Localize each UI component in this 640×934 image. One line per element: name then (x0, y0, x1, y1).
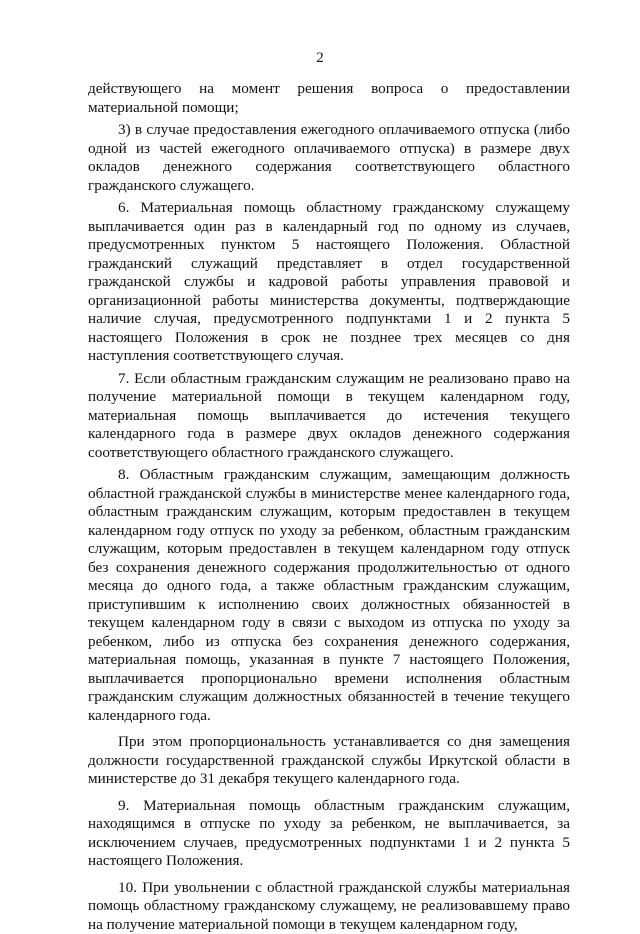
paragraph-item-8: 8. Областным гражданским служащим, замещающим должность областной гражданской службы в министерстве менее календарного года, областным гражданским служащим, которым предоставлен в текущем календарном году отпуск по уходу за ребенком, областным гражданским служащим, которым предоставлен в текущем календарном году отпуск без сохранения денежного содержания продолжительностью от одного месяца до одного года, а также областным гражданским служащим, приступившим к исполнению своих должностных обязанностей в текущем календарном году в связи с выходом из отпуска по уходу за ребенком, либо из отпуска без сохранения денежного содержания, материальная помощь, указанная в пункте 7 настоящего Положения, выплачивается пропорционально времени исполнения областным гражданским служащим должностных обязанностей в течение текущего календарного года. (88, 466, 570, 725)
page-number: 2 (0, 49, 640, 67)
paragraph-subitem-3: 3) в случае предоставления ежегодного оплачиваемого отпуска (либо одной из частей ежегодного оплачиваемого отпуска) в размере двух окладов денежного содержания соответствующего областного гражданского служащего. (88, 121, 570, 195)
paragraph-item-10: 10. При увольнении с областной гражданской службы материальная помощь областному гражданскому служащему, не реализовавшему право на получение материальной помощи в текущем календарном году, (88, 879, 570, 934)
paragraph-item-6: 6. Материальная помощь областному гражданскому служащему выплачивается один раз в календарный год по одному из случаев, предусмотренных пунктом 5 настоящего Положения. Областной гражданский служащий представляет в отдел государственной гражданской службы и кадровой работы управления правовой и организационной работы министерства документы, подтверждающие наличие случая, предусмотренного подпунктами 1 и 2 пункта 5 настоящего Положения в срок не позднее трех месяцев со дня наступления соответствующего случая. (88, 199, 570, 366)
paragraph-continuation: действующего на момент решения вопроса о предоставлении материальной помощи; (88, 80, 570, 117)
paragraph-item-9: 9. Материальная помощь областным гражданским служащим, находящимся в отпуске по уходу за ребенком, не выплачивается, за исключением случаев, предусмотренных подпунктами 1 и 2 пункта 5 настоящего Положения. (88, 797, 570, 871)
paragraph-proportionality-note: При этом пропорциональность устанавливается со дня замещения должности государственной гражданской службы Иркутской области в министерстве до 31 декабря текущего календарного года. (88, 733, 570, 789)
paragraph-item-7: 7. Если областным гражданским служащим не реализовано право на получение материальной помощи в текущем календарном году, материальная помощь выплачивается до истечения текущего календарного года в размере двух окладов денежного содержания соответствующего областного гражданского служащего. (88, 370, 570, 463)
document-body (88, 80, 570, 934)
